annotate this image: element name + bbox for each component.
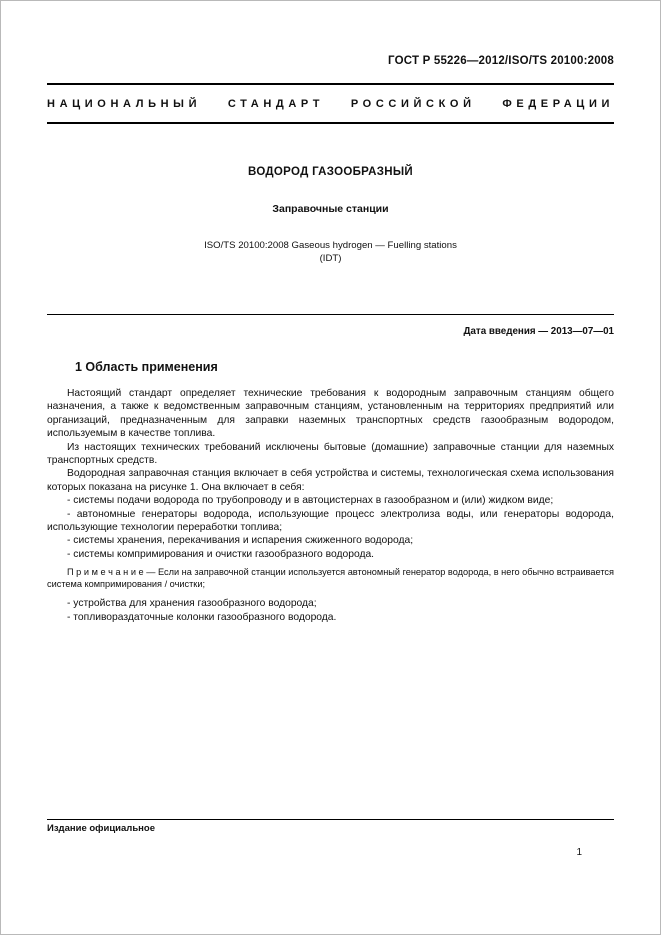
list-item: - системы подачи водорода по трубопроводу и в автоцистернах в газообразном и (или) жидком виде; xyxy=(67,495,554,507)
paragraph: Из настоящих технических требований исключены бытовые (домашние) заправочные станции для наземных транспортных средств. xyxy=(47,441,614,467)
introduction-date: Дата введения — 2013—07—01 xyxy=(463,326,614,337)
national-standard-banner: НАЦИОНАЛЬНЫЙ СТАНДАРТ РОССИЙСКОЙ ФЕДЕРАЦИИ xyxy=(47,83,614,124)
list-item: - устройства для хранения газообразного водорода; xyxy=(67,598,317,610)
section-divider xyxy=(47,314,614,315)
paragraph: Настоящий стандарт определяет технические требования к водородным заправочным станциям общего назначения, а также к ведомственным заправочным станциям, установленным на территориях предприятий или организаций, предназначенным для заправки наземных транспортных средств газообразным водородом, используемым в качестве топлива. xyxy=(47,388,614,440)
document-title: ВОДОРОД ГАЗООБРАЗНЫЙ xyxy=(248,166,413,178)
iso-reference: ISO/TS 20100:2008 Gaseous hydrogen — Fuelling stations xyxy=(204,240,457,251)
page-number: 1 xyxy=(576,847,582,858)
list-item: - системы компримирования и очистки газообразного водорода. xyxy=(67,548,375,560)
page-content xyxy=(1,1,660,624)
doc-code: ГОСТ Р 55226—2012/ISO/TS 20100:2008 xyxy=(388,55,614,67)
list-item: - автономные генераторы водорода, использующие процесс электролиза воды, или генераторы водорода, использующие технологии переработки топлива; xyxy=(47,508,614,534)
edition-label: Издание официальное xyxy=(47,823,155,834)
list-item: - топливораздаточные колонки газообразного водорода. xyxy=(67,611,337,623)
page-footer xyxy=(47,819,614,858)
document-subtitle: Заправочные станции xyxy=(272,203,389,215)
title-block xyxy=(47,166,614,264)
idt-label: (IDT) xyxy=(319,253,342,264)
section-heading: 1 Область применения xyxy=(75,360,218,374)
note-paragraph: П р и м е ч а н и е — Если на заправочной станции используется автономный генератор водорода, в него обычно встраивается система компримирования / очистки; xyxy=(47,567,614,589)
paragraph: Водородная заправочная станция включает в себя устройства и системы, технологическая схема использования которых показана на рисунке 1. Она включает в себя: xyxy=(47,468,614,493)
list-item: - системы хранения, перекачивания и испарения сжиженного водорода; xyxy=(67,535,414,547)
